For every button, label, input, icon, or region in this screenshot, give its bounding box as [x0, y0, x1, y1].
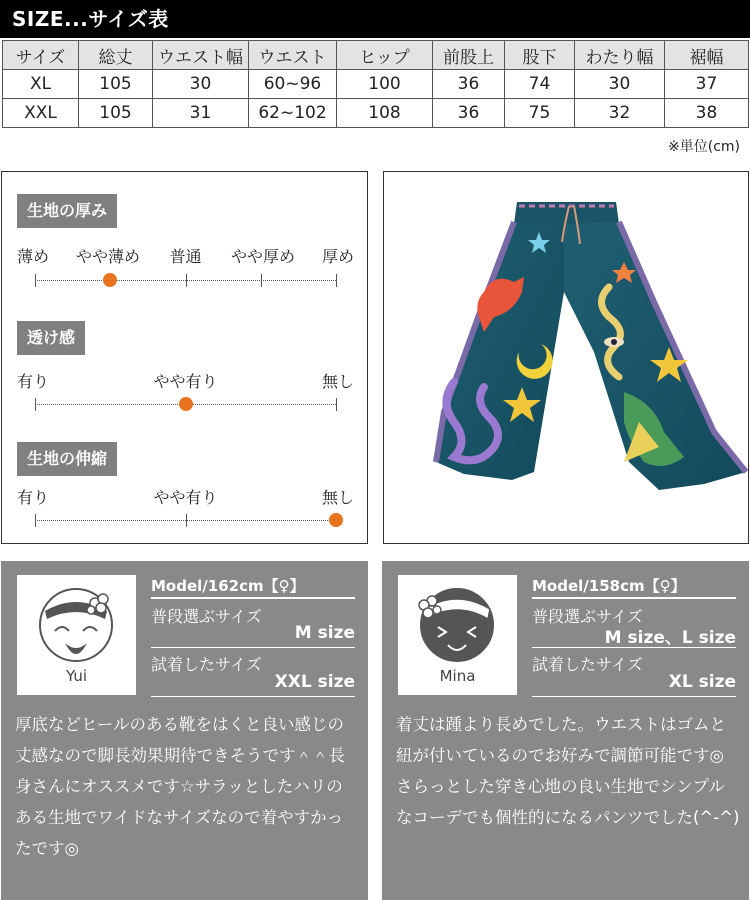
- divider: [151, 597, 355, 599]
- scale-label: 無し: [321, 372, 354, 391]
- table-cell: 38: [665, 99, 749, 128]
- sheer-labels: [17, 369, 354, 389]
- avatar-name: Yui: [65, 667, 88, 685]
- column-header: サイズ: [3, 41, 79, 70]
- product-photo: [383, 171, 749, 544]
- avatar: [17, 575, 136, 695]
- sheer-scale: [35, 397, 336, 411]
- table-cell: 105: [79, 99, 153, 128]
- scale-label: 無し: [321, 488, 354, 507]
- unit-note: ※単位(cm): [668, 139, 740, 155]
- column-header: わたり幅: [575, 41, 665, 70]
- scale-label: 有り: [17, 488, 50, 507]
- table-cell: 74: [505, 70, 575, 99]
- scale-label: やや有り: [153, 488, 218, 507]
- thickness-indicator: [103, 273, 117, 287]
- stretch-labels: [17, 485, 354, 505]
- table-cell: XL: [3, 70, 79, 99]
- fabric-panel: [1, 171, 368, 544]
- table-cell: 30: [575, 70, 665, 99]
- tried-size-value: XXL size: [274, 672, 355, 692]
- model-comment: 着丈は踵より長めでした。ウエストはゴムと紐が付いているのでお好みで調節可能です◎さらっとした穿き心地の良い生地でシンプルなコーデでも個性的になるパンツでした(^-^): [396, 715, 740, 827]
- sheer-title: 透け感: [17, 321, 85, 355]
- column-header: ウエスト幅: [153, 41, 249, 70]
- model-card-yui: [1, 561, 368, 900]
- column-header: 裾幅: [665, 41, 749, 70]
- table-cell: 36: [433, 99, 505, 128]
- scale-label: 厚め: [321, 247, 354, 266]
- tried-size-label: 試着したサイズ: [151, 655, 262, 674]
- thickness-scale: [35, 273, 336, 287]
- table-cell: 60~96: [249, 70, 337, 99]
- table-cell: 32: [575, 99, 665, 128]
- divider: [532, 647, 736, 648]
- table-row: [3, 70, 749, 99]
- divider: [151, 647, 355, 648]
- scale-label: やや有り: [153, 372, 218, 391]
- usual-size-value: M size: [294, 623, 355, 643]
- divider: [151, 696, 355, 697]
- table-header-row: [3, 41, 749, 70]
- table-cell: 36: [433, 70, 505, 99]
- table-cell: 62~102: [249, 99, 337, 128]
- table-cell: 105: [79, 70, 153, 99]
- stretch-scale: [35, 513, 336, 527]
- table-cell: 30: [153, 70, 249, 99]
- page-title: SIZE...サイズ表: [0, 0, 750, 38]
- table-cell: 75: [505, 99, 575, 128]
- usual-size-value: M size、L size: [604, 628, 736, 648]
- model-title: Model/158cm【♀】: [532, 577, 686, 595]
- usual-size-label: 普段選ぶサイズ: [532, 607, 643, 626]
- sheer-indicator: [179, 397, 193, 411]
- table-cell: 31: [153, 99, 249, 128]
- usual-size-label: 普段選ぶサイズ: [151, 607, 262, 626]
- size-table: [2, 40, 749, 128]
- table-cell: 37: [665, 70, 749, 99]
- column-header: 前股上: [433, 41, 505, 70]
- table-cell: XXL: [3, 99, 79, 128]
- divider: [532, 696, 736, 697]
- thickness-labels: [17, 244, 354, 264]
- pants-illustration: [384, 172, 749, 544]
- divider: [532, 597, 736, 599]
- tried-size-label: 試着したサイズ: [532, 655, 643, 674]
- column-header: 股下: [505, 41, 575, 70]
- stretch-title: 生地の伸縮: [17, 442, 117, 476]
- model-title: Model/162cm【♀】: [151, 577, 305, 595]
- model-comment: 厚底などヒールのある靴をはくと良い感じの丈感なので脚長効果期待できそうです＾＾長身さんにオススメです☆サラッとしたハリのある生地でワイドなサイズなので着やすかったです◎: [15, 715, 345, 858]
- column-header: 総丈: [79, 41, 153, 70]
- tried-size-value: XL size: [668, 672, 736, 692]
- model-card-mina: [382, 561, 749, 900]
- table-row: [3, 99, 749, 128]
- table-cell: 108: [337, 99, 433, 128]
- stretch-indicator: [329, 513, 343, 527]
- column-header: ウエスト: [249, 41, 337, 70]
- scale-label: 有り: [17, 372, 50, 391]
- scale-label: やや厚め: [230, 247, 296, 266]
- avatar: [398, 575, 517, 695]
- scale-label: やや薄め: [75, 247, 140, 266]
- scale-label: 薄め: [17, 247, 50, 266]
- column-header: ヒップ: [337, 41, 433, 70]
- avatar-name: Mina: [439, 667, 476, 685]
- thickness-title: 生地の厚み: [17, 194, 117, 228]
- scale-label: 普通: [169, 247, 202, 266]
- table-cell: 100: [337, 70, 433, 99]
